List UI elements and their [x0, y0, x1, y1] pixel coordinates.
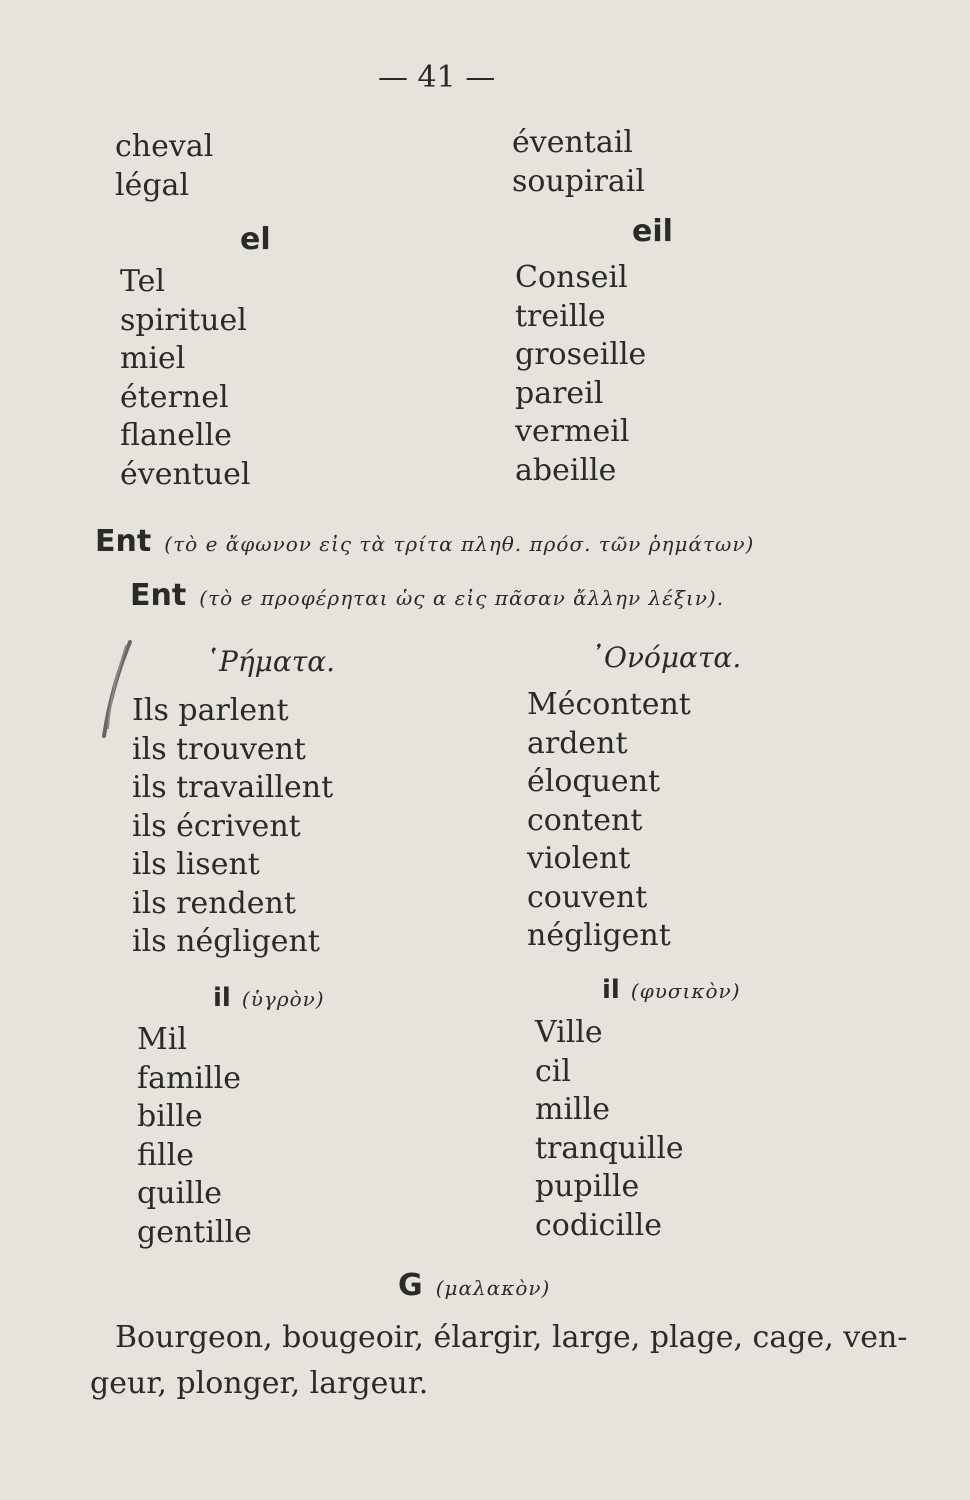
verb-item: Ils parlent	[132, 693, 289, 728]
word-item: Conseil	[515, 260, 628, 295]
rule-label: G	[398, 1268, 423, 1303]
g-soft-heading	[398, 1268, 550, 1303]
word-item: treille	[515, 298, 606, 334]
section-heading-eil: eil	[632, 214, 673, 249]
verb-item: ils négligent	[132, 924, 320, 959]
word-item: légal	[115, 167, 190, 203]
verb-item: ils travaillent	[132, 770, 334, 805]
rule-label: Ent	[130, 578, 187, 613]
word-item: cheval	[115, 129, 214, 164]
il-natural-word-list	[535, 1014, 684, 1245]
noun-item: couvent	[527, 879, 648, 915]
verb-item: ils écrivent	[132, 808, 301, 844]
g-example-line-2: geur, plonger, largeur.	[90, 1366, 429, 1401]
il-wet-word-list	[137, 1021, 252, 1252]
verb-item: ils lisent	[132, 847, 260, 882]
word-item: fille	[137, 1137, 194, 1173]
noun-item: violent	[527, 841, 631, 876]
noun-item: ardent	[527, 725, 628, 761]
verbs-list	[132, 692, 333, 962]
word-item: spirituel	[120, 302, 247, 338]
word-item: éternel	[120, 379, 229, 415]
rule-label: il	[602, 975, 620, 1005]
word-item: Mil	[137, 1022, 187, 1057]
il-natural-heading	[602, 975, 741, 1005]
noun-item: Mécontent	[527, 687, 691, 722]
word-item: quille	[137, 1176, 223, 1211]
word-item: pupille	[535, 1169, 640, 1204]
g-example-line-1: Bourgeon, bougeoir, élargir, large, plage, cage, ven-	[115, 1320, 908, 1355]
rule-label: il	[213, 983, 231, 1013]
pencil-mark	[96, 636, 136, 746]
verb-item: ils rendent	[132, 885, 296, 921]
word-item: éventail	[512, 125, 633, 160]
word-item: cil	[535, 1053, 571, 1089]
top-right-word-list	[512, 124, 645, 201]
noun-item: éloquent	[527, 764, 661, 799]
rule-note: (ὑγρὸν)	[241, 987, 325, 1011]
rule-note: (τὸ e ἄφωνον εἰς τὰ τρίτα πληθ. πρόσ. τῶν ῥημάτων)	[164, 532, 755, 556]
word-item: codicille	[535, 1207, 663, 1243]
nouns-list	[527, 686, 691, 956]
top-left-word-list	[115, 128, 213, 205]
section-heading-el: el	[240, 222, 271, 257]
word-item: pareil	[515, 375, 604, 411]
verbs-heading: ῾Ρήματα.	[205, 645, 336, 678]
word-item: éventuel	[120, 456, 251, 492]
el-word-list	[120, 263, 251, 494]
word-item: soupirail	[512, 163, 645, 199]
word-item: Ville	[535, 1015, 603, 1050]
noun-item: négligent	[527, 918, 671, 953]
word-item: famille	[137, 1060, 241, 1096]
word-item: abeille	[515, 452, 617, 488]
rule-note: (μαλακὸν)	[435, 1276, 551, 1300]
page-number: — 41 —	[378, 60, 496, 95]
ent-rule-pronounced	[130, 578, 724, 613]
rule-note: (φυσικὸν)	[630, 979, 741, 1003]
word-item: tranquille	[535, 1130, 684, 1166]
ent-rule-silent	[95, 524, 754, 559]
word-item: groseille	[515, 337, 647, 372]
rule-label: Ent	[95, 524, 152, 559]
word-item: vermeil	[515, 414, 630, 449]
il-wet-heading	[213, 983, 325, 1013]
word-item: miel	[120, 341, 186, 376]
word-item: flanelle	[120, 418, 232, 453]
nouns-heading: ᾿Ονόματα.	[590, 641, 742, 674]
rule-note: (τὸ e προφέρηται ὡς α εἰς πᾶσαν ἄλλην λέξιν).	[199, 586, 725, 610]
eil-word-list	[515, 259, 646, 490]
verb-item: ils trouvent	[132, 731, 306, 767]
word-item: Tel	[120, 264, 166, 299]
noun-item: content	[527, 802, 643, 838]
word-item: gentille	[137, 1214, 252, 1250]
word-item: bille	[137, 1099, 203, 1134]
word-item: mille	[535, 1092, 610, 1127]
